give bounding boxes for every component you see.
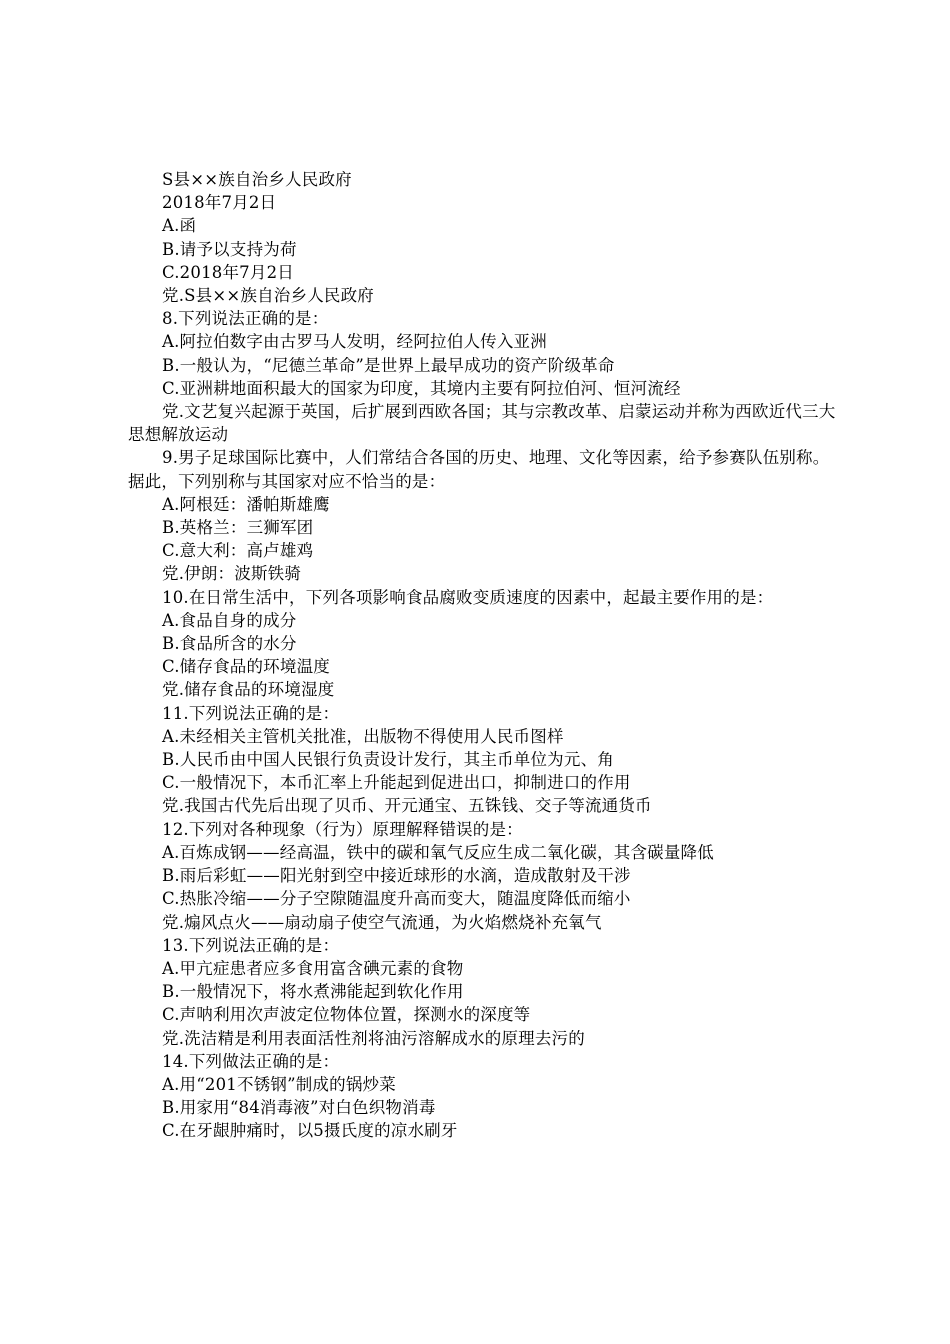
option-line: A.阿根廷：潘帕斯雄鹰 <box>162 494 330 514</box>
option-line: C.一般情况下，本币汇率上升能起到促进出口，抑制进口的作用 <box>162 773 631 793</box>
option-line: B.人民币由中国人民银行负责设计发行，其主币单位为元、角 <box>162 750 614 770</box>
text-line: C.2018年7月2日 <box>162 262 294 282</box>
option-line: 党.伊朗：波斯铁骑 <box>162 564 302 584</box>
option-line: A.用“201不锈钢”制成的锅炒菜 <box>162 1074 396 1094</box>
option-line: B.一般情况下，将水煮沸能起到软化作用 <box>162 982 464 1002</box>
option-line: A.阿拉伯数字由古罗马人发明，经阿拉伯人传入亚洲 <box>162 332 547 352</box>
option-line: C.声呐利用次声波定位物体位置，探测水的深度等 <box>162 1005 531 1025</box>
option-line: 党.我国古代先后出现了贝币、开元通宝、五铢钱、交子等流通货币 <box>162 796 652 816</box>
option-line: 党.储存食品的环境湿度 <box>162 680 335 700</box>
text-line: 党.S县××族自治乡人民政府 <box>162 286 374 306</box>
question-stem: 13.下列说法正确的是： <box>162 935 340 955</box>
question-stem: 12.下列对各种现象（行为）原理解释错误的是： <box>162 819 523 839</box>
question-stem: 10.在日常生活中，下列各项影响食品腐败变质速度的因素中，起最主要作用的是： <box>162 587 774 607</box>
option-line: A.未经相关主管机关批准，出版物不得使用人民币图样 <box>162 726 564 746</box>
option-line: C.亚洲耕地面积最大的国家为印度，其境内主要有阿拉伯河、恒河流经 <box>162 378 681 398</box>
option-line: C.意大利：高卢雄鸡 <box>162 541 314 561</box>
option-line: A.甲亢症患者应多食用富含碘元素的食物 <box>162 958 464 978</box>
question-stem: 14.下列做法正确的是： <box>162 1051 340 1071</box>
option-line: B.雨后彩虹——阳光射到空中接近球形的水滴，造成散射及干涉 <box>162 866 631 886</box>
option-line: B.用家用“84消毒液”对白色织物消毒 <box>162 1098 436 1118</box>
option-line: 党.煽风点火——扇动扇子使空气流通，为火焰燃烧补充氧气 <box>162 912 602 932</box>
option-line: C.在牙龈肿痛时，以5摄氏度的凉水刷牙 <box>162 1121 458 1141</box>
option-line: B.英格兰：三狮军团 <box>162 518 314 538</box>
text-line: S县××族自治乡人民政府 <box>162 170 352 189</box>
question-stem: 11.下列说法正确的是： <box>162 703 340 723</box>
document-body <box>128 168 836 1143</box>
option-line: B.食品所含的水分 <box>162 634 297 654</box>
option-line: C.热胀冷缩——分子空隙随温度升高而变大，随温度降低而缩小 <box>162 889 631 909</box>
option-line: A.食品自身的成分 <box>162 610 297 630</box>
text-line: 2018年7月2日 <box>162 193 277 213</box>
text-line: B.请予以支持为荷 <box>162 239 297 259</box>
option-line: B.一般认为，“尼德兰革命”是世界上最早成功的资产阶级革命 <box>162 355 615 375</box>
option-line: A.百炼成钢——经高温，铁中的碳和氧气反应生成二氧化碳，其含碳量降低 <box>162 842 714 862</box>
text-line: A.函 <box>162 216 197 236</box>
option-line: 党.洗洁精是利用表面活性剂将油污溶解成水的原理去污的 <box>162 1028 585 1048</box>
question-stem: 9.男子足球国际比赛中，人们常结合各国的历史、地理、文化等因素，给予参赛队伍别称。据此，下列别称与其国家对应不恰当的是： <box>128 448 830 491</box>
question-stem: 8.下列说法正确的是： <box>162 309 329 329</box>
option-line: C.储存食品的环境温度 <box>162 657 330 677</box>
option-line: 党.文艺复兴起源于英国，后扩展到西欧各国；其与宗教改革、启蒙运动并称为西欧近代三大思想解放运动 <box>128 402 836 445</box>
